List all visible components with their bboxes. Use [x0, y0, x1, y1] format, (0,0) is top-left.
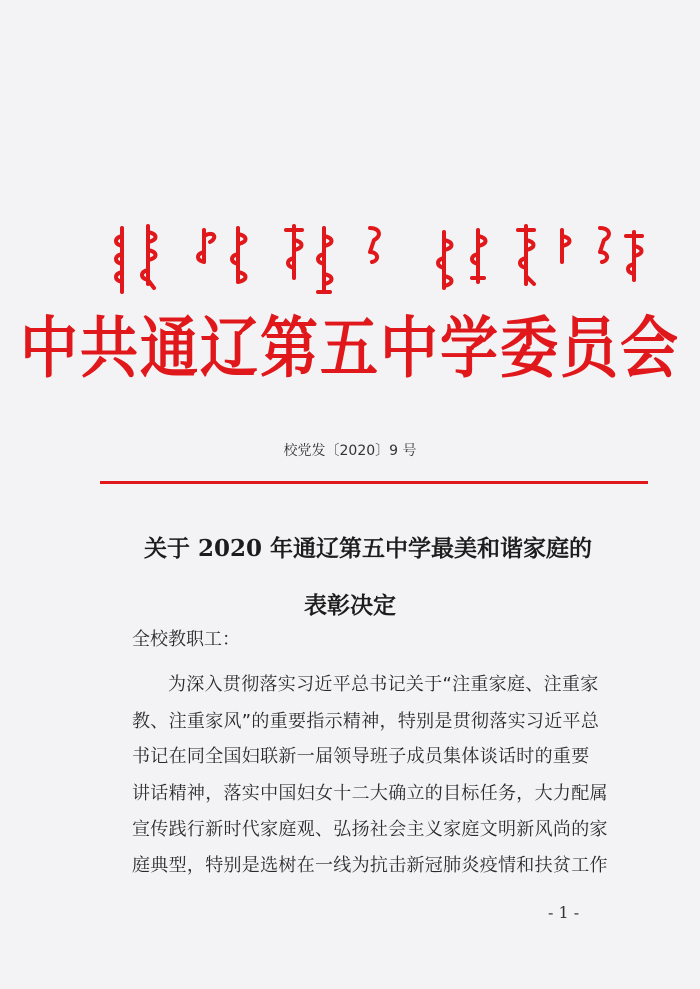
body-paragraph-line: 庭典型，特别是选树在一线为抗击新冠肺炎疫情和扶贫工作: [132, 855, 608, 876]
document-title-line-2: 表彰决定: [304, 592, 396, 619]
salutation: 全校教职工：: [132, 629, 240, 650]
body-paragraph-line: 教、注重家风”的重要指示精神，特别是贯彻落实习近平总: [132, 711, 600, 732]
organization-title: 中共通辽第五中学委员会: [19, 308, 680, 388]
mongolian-script-logo: [108, 222, 648, 298]
document-number: 校党发〔2020〕9 号: [283, 443, 417, 459]
red-divider-line: [100, 481, 648, 484]
body-paragraph-line: 宣传践行新时代家庭观、弘扬社会主义家庭文明新风尚的家: [132, 819, 608, 840]
body-paragraph-line: 书记在同全国妇联新一届领导班子成员集体谈话时的重要: [132, 746, 590, 767]
document-title-line-1: 关于 2020 年通辽第五中学最美和谐家庭的: [143, 535, 593, 562]
body-paragraph-line: 为深入贯彻落实习近平总书记关于“注重家庭、注重家: [168, 674, 599, 695]
page-number: - 1 -: [548, 903, 580, 922]
body-paragraph-line: 讲话精神，落实中国妇女十二大确立的目标任务，大力配属: [132, 783, 608, 804]
